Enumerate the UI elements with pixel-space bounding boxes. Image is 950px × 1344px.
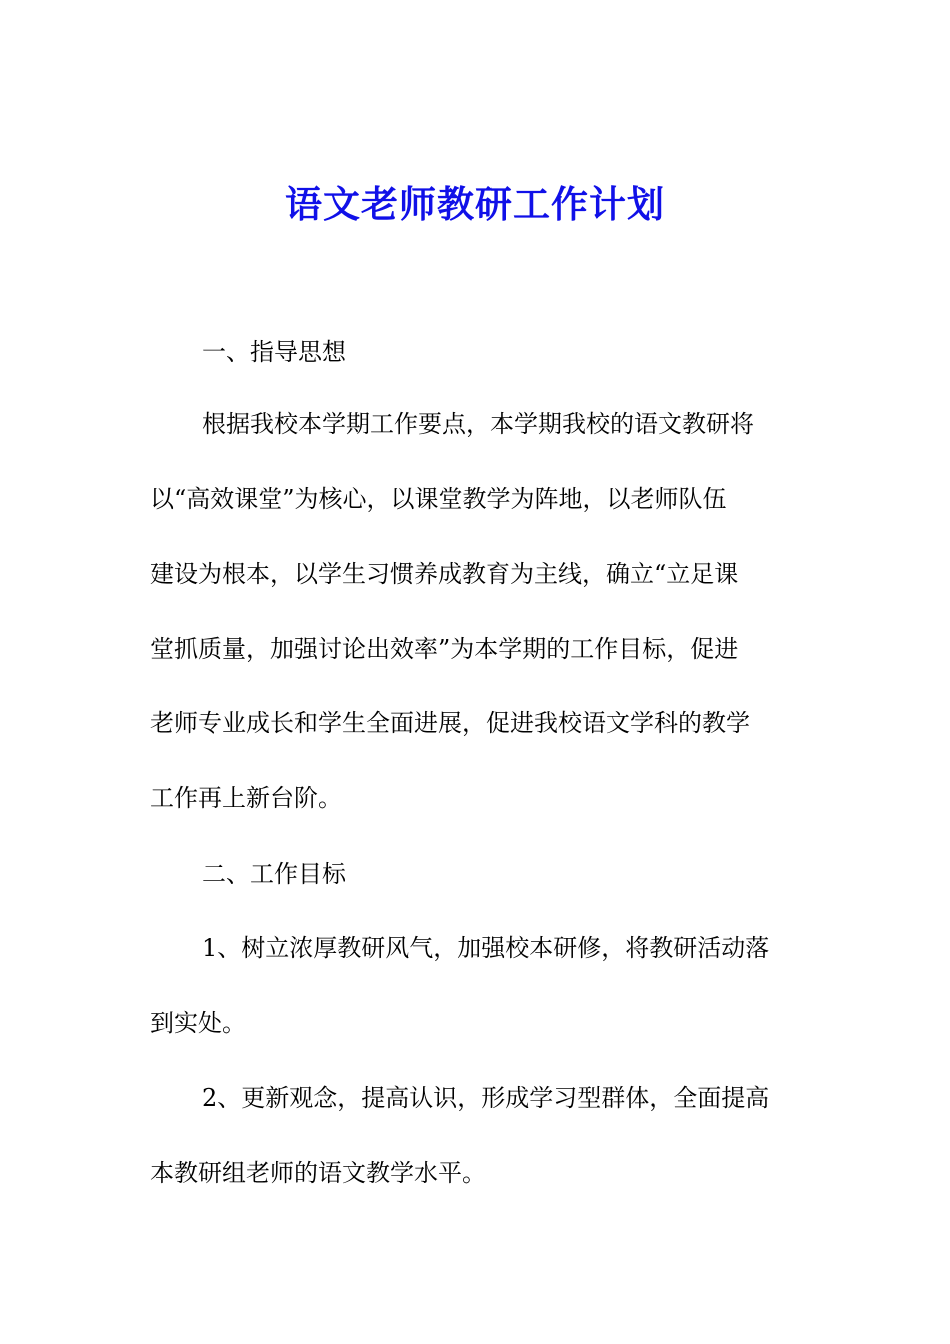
paragraph-line: 老师专业成长和学生全面进展，促进我校语文学科的教学: [150, 709, 750, 737]
section-heading-2: 二、工作目标: [202, 860, 346, 888]
goal-item-2: 2、更新观念，提高认识，形成学习型群体，全面提高: [202, 1084, 770, 1112]
paragraph-line: 堂抓质量，加强讨论出效率”为本学期的工作目标，促进: [150, 635, 739, 663]
paragraph-line: 建设为根本，以学生习惯养成教育为主线，确立“立足课: [150, 560, 739, 588]
goal-item-2-continuation: 本教研组老师的语文教学水平。: [150, 1159, 486, 1187]
section-heading-1: 一、指导思想: [202, 338, 346, 366]
paragraph-line: 根据我校本学期工作要点，本学期我校的语文教研将: [202, 410, 754, 438]
goal-item-1: 1、树立浓厚教研风气，加强校本研修，将教研活动落: [202, 934, 770, 962]
paragraph-line: 工作再上新台阶。: [150, 784, 342, 812]
document-title: 语文老师教研工作计划: [285, 182, 665, 226]
goal-item-1-continuation: 到实处。: [150, 1009, 246, 1037]
paragraph-line: 以“高效课堂”为核心，以课堂教学为阵地，以老师队伍: [150, 485, 727, 513]
